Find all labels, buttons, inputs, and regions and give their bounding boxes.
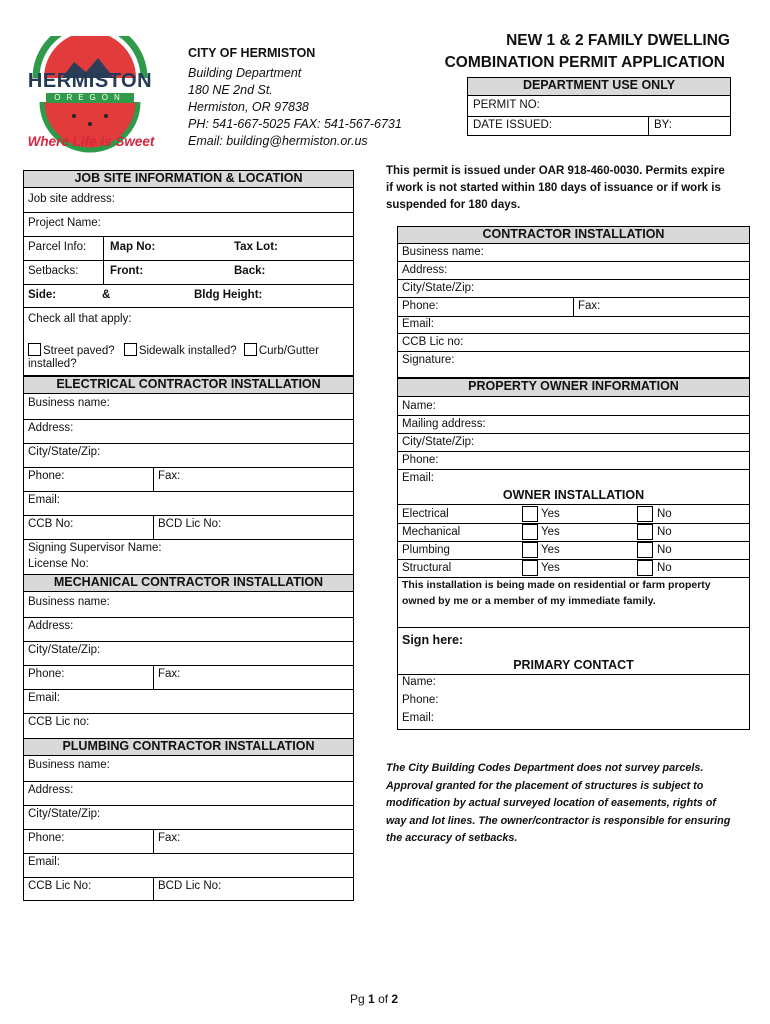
plumb-ccb-label: CCB Lic No: bbox=[28, 880, 92, 892]
bldg-height-label: Bldg Height: bbox=[194, 289, 263, 301]
contr-signature-label: Signature: bbox=[402, 354, 455, 366]
mech-ccb-label: CCB Lic no: bbox=[28, 716, 90, 728]
elec-supervisor-label: Signing Supervisor Name: bbox=[28, 542, 162, 554]
owner-city-label: City/State/Zip: bbox=[402, 436, 475, 448]
city-name: CITY OF HERMISTON bbox=[188, 46, 316, 60]
plumb-address-label: Address: bbox=[28, 784, 74, 796]
contr-ccb-label: CCB Lic no: bbox=[402, 336, 464, 348]
no-label: No bbox=[657, 526, 672, 538]
job-site-title: JOB SITE INFORMATION & LOCATION bbox=[24, 171, 353, 188]
no-checkbox[interactable] bbox=[637, 506, 653, 522]
plumbing-title: PLUMBING CONTRACTOR INSTALLATION bbox=[24, 738, 353, 756]
email-line: Email: building@hermiston.or.us bbox=[188, 134, 368, 148]
contr-city-label: City/State/Zip: bbox=[402, 282, 475, 294]
dept-use-title: DEPARTMENT USE ONLY bbox=[468, 78, 730, 96]
page-total: 2 bbox=[391, 992, 399, 1006]
no-label: No bbox=[657, 562, 672, 574]
plumb-business-label: Business name: bbox=[28, 759, 110, 771]
electrical-section bbox=[23, 375, 354, 575]
logo-tagline: Where Life is Sweet bbox=[27, 134, 155, 149]
installed-label: installed? bbox=[28, 358, 77, 370]
owner-statement: This installation is being made on residential or farm property owned by me or a member of my immediate family. bbox=[402, 579, 711, 607]
primary-phone-label: Phone: bbox=[402, 694, 439, 706]
page-number bbox=[350, 992, 398, 1006]
phone-fax: PH: 541-667-5025 FAX: 541-567-6731 bbox=[188, 117, 402, 131]
date-issued-label: DATE ISSUED: bbox=[473, 119, 553, 131]
owner-install-title: OWNER INSTALLATION bbox=[502, 488, 645, 502]
side-label: Side: bbox=[28, 289, 57, 301]
map-no-label: Map No: bbox=[110, 241, 156, 253]
no-checkbox[interactable] bbox=[637, 560, 653, 576]
curb-gutter-checkbox[interactable] bbox=[244, 343, 257, 356]
owner-install-trade: Mechanical bbox=[402, 526, 461, 538]
yes-checkbox[interactable] bbox=[522, 542, 538, 558]
yes-label: Yes bbox=[541, 562, 560, 574]
mech-address-label: Address: bbox=[28, 620, 74, 632]
elec-address-label: Address: bbox=[28, 422, 74, 434]
yes-checkbox[interactable] bbox=[522, 560, 538, 576]
mechanical-section bbox=[23, 574, 354, 739]
by-label: BY: bbox=[654, 119, 672, 131]
electrical-title: ELECTRICAL CONTRACTOR INSTALLATION bbox=[24, 376, 353, 394]
mech-email-label: Email: bbox=[28, 692, 60, 704]
plumb-bcd-label: BCD Lic No: bbox=[158, 880, 222, 892]
plumb-email-label: Email: bbox=[28, 856, 60, 868]
elec-ccb-label: CCB No: bbox=[28, 518, 74, 530]
no-checkbox[interactable] bbox=[637, 542, 653, 558]
sidewalk-checkbox[interactable] bbox=[124, 343, 137, 356]
sidewalk-label: Sidewalk installed? bbox=[138, 345, 237, 357]
elec-city-label: City/State/Zip: bbox=[28, 446, 101, 458]
permit-notice: This permit is issued under OAR 918-460-0030. Permits expire if work is not started within 180 days of issuance or if work is suspended for 180 days. bbox=[386, 165, 725, 211]
yes-checkbox[interactable] bbox=[522, 506, 538, 522]
page-pg: Pg bbox=[350, 992, 365, 1006]
street-address: 180 NE 2nd St. bbox=[188, 83, 273, 97]
front-label: Front: bbox=[110, 265, 144, 277]
owner-phone-label: Phone: bbox=[402, 454, 439, 466]
no-label: No bbox=[657, 508, 672, 520]
setbacks-label: Setbacks: bbox=[28, 265, 79, 277]
yes-label: Yes bbox=[541, 544, 560, 556]
form-title-2: COMBINATION PERMIT APPLICATION bbox=[444, 54, 725, 71]
back-label: Back: bbox=[234, 265, 266, 277]
owner-mailing-label: Mailing address: bbox=[402, 418, 486, 430]
primary-contact-section bbox=[397, 657, 750, 730]
owner-info-section bbox=[397, 377, 750, 489]
owner-email-label: Email: bbox=[402, 472, 434, 484]
owner-name-label: Name: bbox=[402, 400, 436, 412]
checkbox-row bbox=[28, 343, 319, 357]
mech-phone-label: Phone: bbox=[28, 668, 65, 680]
contractor-title: CONTRACTOR INSTALLATION bbox=[398, 227, 749, 244]
elec-bcd-label: BCD Lic No: bbox=[158, 518, 222, 530]
contr-address-label: Address: bbox=[402, 264, 448, 276]
project-name-label: Project Name: bbox=[28, 217, 101, 229]
parcel-info-label: Parcel Info: bbox=[28, 241, 87, 253]
contr-phone-label: Phone: bbox=[402, 300, 439, 312]
logo-title: HERMISTON bbox=[27, 70, 153, 92]
owner-install-trade: Electrical bbox=[402, 508, 449, 520]
permit-no-label: PERMIT NO: bbox=[473, 99, 540, 111]
plumb-city-label: City/State/Zip: bbox=[28, 808, 101, 820]
contr-fax-label: Fax: bbox=[578, 300, 601, 312]
owner-install-section bbox=[397, 487, 750, 658]
mech-business-label: Business name: bbox=[28, 596, 110, 608]
primary-name-label: Name: bbox=[402, 676, 436, 688]
curb-gutter-label: Curb/Gutter bbox=[258, 345, 319, 357]
contractor-section bbox=[397, 226, 750, 380]
plumb-fax-label: Fax: bbox=[158, 832, 181, 844]
mech-city-label: City/State/Zip: bbox=[28, 644, 101, 656]
no-checkbox[interactable] bbox=[637, 524, 653, 540]
logo-subtitle: OREGON bbox=[46, 93, 134, 103]
check-all-label: Check all that apply: bbox=[28, 313, 132, 325]
mechanical-title: MECHANICAL CONTRACTOR INSTALLATION bbox=[24, 574, 353, 592]
yes-label: Yes bbox=[541, 508, 560, 520]
form-title-1: NEW 1 & 2 FAMILY DWELLING bbox=[506, 32, 730, 49]
job-site-address-label: Job site address: bbox=[28, 193, 115, 205]
tax-lot-label: Tax Lot: bbox=[234, 241, 278, 253]
elec-phone-label: Phone: bbox=[28, 470, 65, 482]
job-site-section bbox=[23, 170, 354, 376]
owner-info-title: PROPERTY OWNER INFORMATION bbox=[398, 378, 749, 397]
city-state-zip: Hermiston, OR 97838 bbox=[188, 100, 309, 114]
plumb-phone-label: Phone: bbox=[28, 832, 65, 844]
no-label: No bbox=[657, 544, 672, 556]
elec-fax-label: Fax: bbox=[158, 470, 181, 482]
owner-install-trade: Structural bbox=[402, 562, 452, 574]
page-of: of bbox=[378, 992, 389, 1006]
street-paved-checkbox[interactable] bbox=[28, 343, 41, 356]
owner-install-trade: Plumbing bbox=[402, 544, 450, 556]
disclaimer-text: The City Building Codes Department does not survey parcels. Approval granted for the placement of structures is subject to modification by actual surveyed location of easements, rights of way and lot lines. The owner/contractor is responsible for ensuring the accuracy of setbacks. bbox=[386, 762, 731, 844]
street-paved-label: Street paved? bbox=[43, 345, 115, 357]
mech-fax-label: Fax: bbox=[158, 668, 181, 680]
primary-title: PRIMARY CONTACT bbox=[513, 658, 634, 672]
dept-name: Building Department bbox=[188, 66, 302, 80]
yes-label: Yes bbox=[541, 526, 560, 538]
sign-here-label: Sign here: bbox=[402, 633, 464, 647]
contr-email-label: Email: bbox=[402, 318, 434, 330]
city-logo bbox=[22, 36, 157, 156]
elec-email-label: Email: bbox=[28, 494, 60, 506]
elec-license-label: License No: bbox=[28, 558, 89, 570]
elec-business-label: Business name: bbox=[28, 397, 110, 409]
contr-business-label: Business name: bbox=[402, 246, 484, 258]
dept-use-box bbox=[467, 77, 731, 136]
primary-email-label: Email: bbox=[402, 712, 434, 724]
yes-checkbox[interactable] bbox=[522, 524, 538, 540]
side-amp: & bbox=[102, 289, 111, 301]
page-current: 1 bbox=[368, 992, 375, 1006]
plumbing-section bbox=[23, 738, 354, 901]
